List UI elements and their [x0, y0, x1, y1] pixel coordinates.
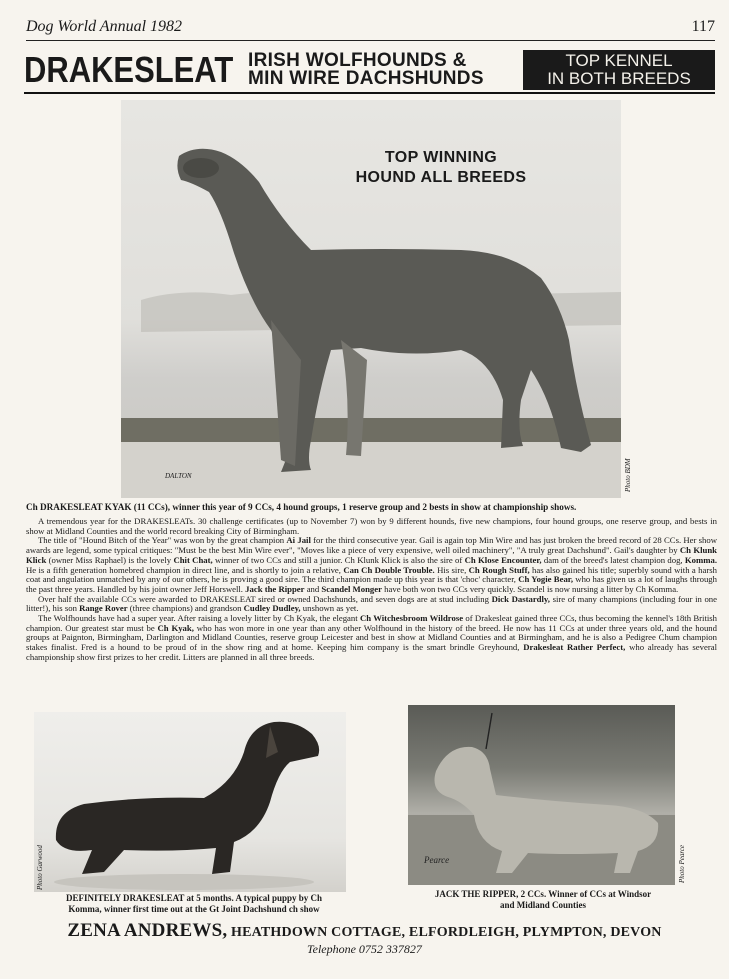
- breeds-line-2: MIN WIRE DACHSHUNDS: [248, 68, 484, 89]
- right-caption-line-1: JACK THE RIPPER, 2 CCs. Winner of CCs at Windsor: [434, 889, 652, 899]
- right-photo-caption: [404, 889, 682, 911]
- left-photo-caption: [36, 893, 352, 915]
- left-caption-line-2: Komma, winner first time out at the Gt Joint Dachshund ch show: [68, 904, 320, 914]
- badge-line-1: TOP KENNEL: [565, 51, 673, 70]
- badge-line-2: IN BOTH BREEDS: [547, 69, 691, 88]
- advert-header: [24, 50, 715, 90]
- left-caption-line-1: DEFINITELY DRAKESLEAT at 5 months. A typical puppy by Ch: [65, 893, 323, 903]
- puppy-illustration: [34, 712, 346, 892]
- owner-name: ZENA ANDREWS,: [67, 920, 228, 941]
- right-photo-credit: Photo Pearce: [678, 844, 686, 883]
- footer-address: [0, 920, 729, 942]
- header-rule: [24, 92, 715, 94]
- running-head: [26, 18, 715, 40]
- paragraph-3: Over half the available CCs were awarded to DRAKESLEAT sired or owned Dachshunds, and seven dogs are at stud including Dick Dastardly, sire of many champions (including four in one litter!), his son Range Rover (three champions) and grandson Cudley Dudley, unshown as yet.: [26, 593, 718, 614]
- paragraph-4: The Wolfhounds have had a super year. After raising a lovely litter by Ch Kyak, the elegant Ch Witchesbroom Wildrose of Drakesleat gained three CCs, thus becoming the kennel's 18th British champion. Our greatest star must be Ch Kyak, who has won more in one year than any other Wolfhound in the history of the breed. He now has 11 CCs at under three years old, and the hound groups at Paignton, Birmingham, Darlington and Midland Counties, reserve group Leicester and best in show at Midland Counties and at Birmingham, and he is also a Pedigree Chum champion stakes finalist. Fred is a hound to be proud of in the show ring and at home. Keeping him company is the smart brindle Greyhound, Drakesleat Rather Perfect, who already has several championship show first prizes to her credit. Litters are planned in all three breeds.: [26, 613, 717, 662]
- left-photo-credit: Photo Garwood: [36, 845, 44, 890]
- footer-telephone: Telephone 0752 337827: [307, 942, 422, 956]
- dachshund-puppy-photo: [34, 712, 346, 892]
- paragraph-1: A tremendous year for the DRAKESLEATs. 30 challenge certificates (up to November 7) won by 9 different hounds, five new champions, four hound groups, one reserve group, and bests in show at Midland Counties and the world record breaking City of Birmingham.: [26, 516, 717, 536]
- headline-line-2: HOUND ALL BREEDS: [355, 169, 527, 186]
- paragraph-2: The title of "Hound Bitch of the Year" was won by the great champion Ai Jail for the third consecutive year. Gail is again top Min Wire and has just broken the breed record of 28 CCs. Her show awards are legend, some typical critiques: "Must be the best Min Wire ever", "Moves like a piece of very expensive, well oiled machinery", "A truly great Dachshund". Gail's daughter by Ch Klunk Klick (owner Miss Raphael) is the lovely Chit Chat, winner of two CCs and still a junior. Ch Klunk Klick is also the sire of Ch Klose Encounter, dam of the breed's latest champion dog, Komma. He is a fifth generation homebred champion in direct line, and is shortly to join a relative, Can Ch Double Trouble. His sire, Ch Rough Stuff, has also gained his title; superbly sound with a harsh coat and angulation unmatched by any of our others, he is proving a good sire. The third champion made up this year is that 'choc' character, Ch Yogie Bear, who has given us a lot of laughs through the past three years. Handled by his joint owner Jeff Horswell. Jack the Ripper and Scandel Monger have both won two CCs very quickly. Scandel is now nursing a litter by Ch Komma.: [26, 535, 718, 594]
- jack-the-ripper-photo: [408, 705, 686, 885]
- headline-line-1: TOP WINNING: [384, 149, 498, 166]
- top-rule: [26, 40, 715, 41]
- kennel-name: DRAKESLEAT: [24, 49, 234, 90]
- photographer-signature: DALTON: [165, 472, 192, 480]
- breeds-line-1: IRISH WOLFHOUNDS &: [248, 50, 467, 71]
- wolfhound-photo: [121, 100, 632, 498]
- main-photo-credit: Photo BDM: [624, 458, 632, 492]
- body-text: [26, 517, 717, 663]
- photo-headline: [321, 148, 561, 188]
- page-number: 117: [691, 18, 715, 35]
- publication-title: Dog World Annual 1982: [26, 18, 183, 35]
- top-kennel-badge: [523, 50, 715, 90]
- right-caption-line-2: and Midland Counties: [499, 900, 587, 910]
- right-photo-signature: Pearce: [424, 855, 450, 865]
- main-caption: Ch DRAKESLEAT KYAK (11 CCs), winner this year of 9 CCs, 4 hound groups, 1 reserve group and 2 bests in show at championship shows.: [26, 502, 577, 512]
- breeds-heading: [248, 52, 516, 88]
- owner-address: HEATHDOWN COTTAGE, ELFORDLEIGH, PLYMPTON, DEVON: [231, 925, 662, 940]
